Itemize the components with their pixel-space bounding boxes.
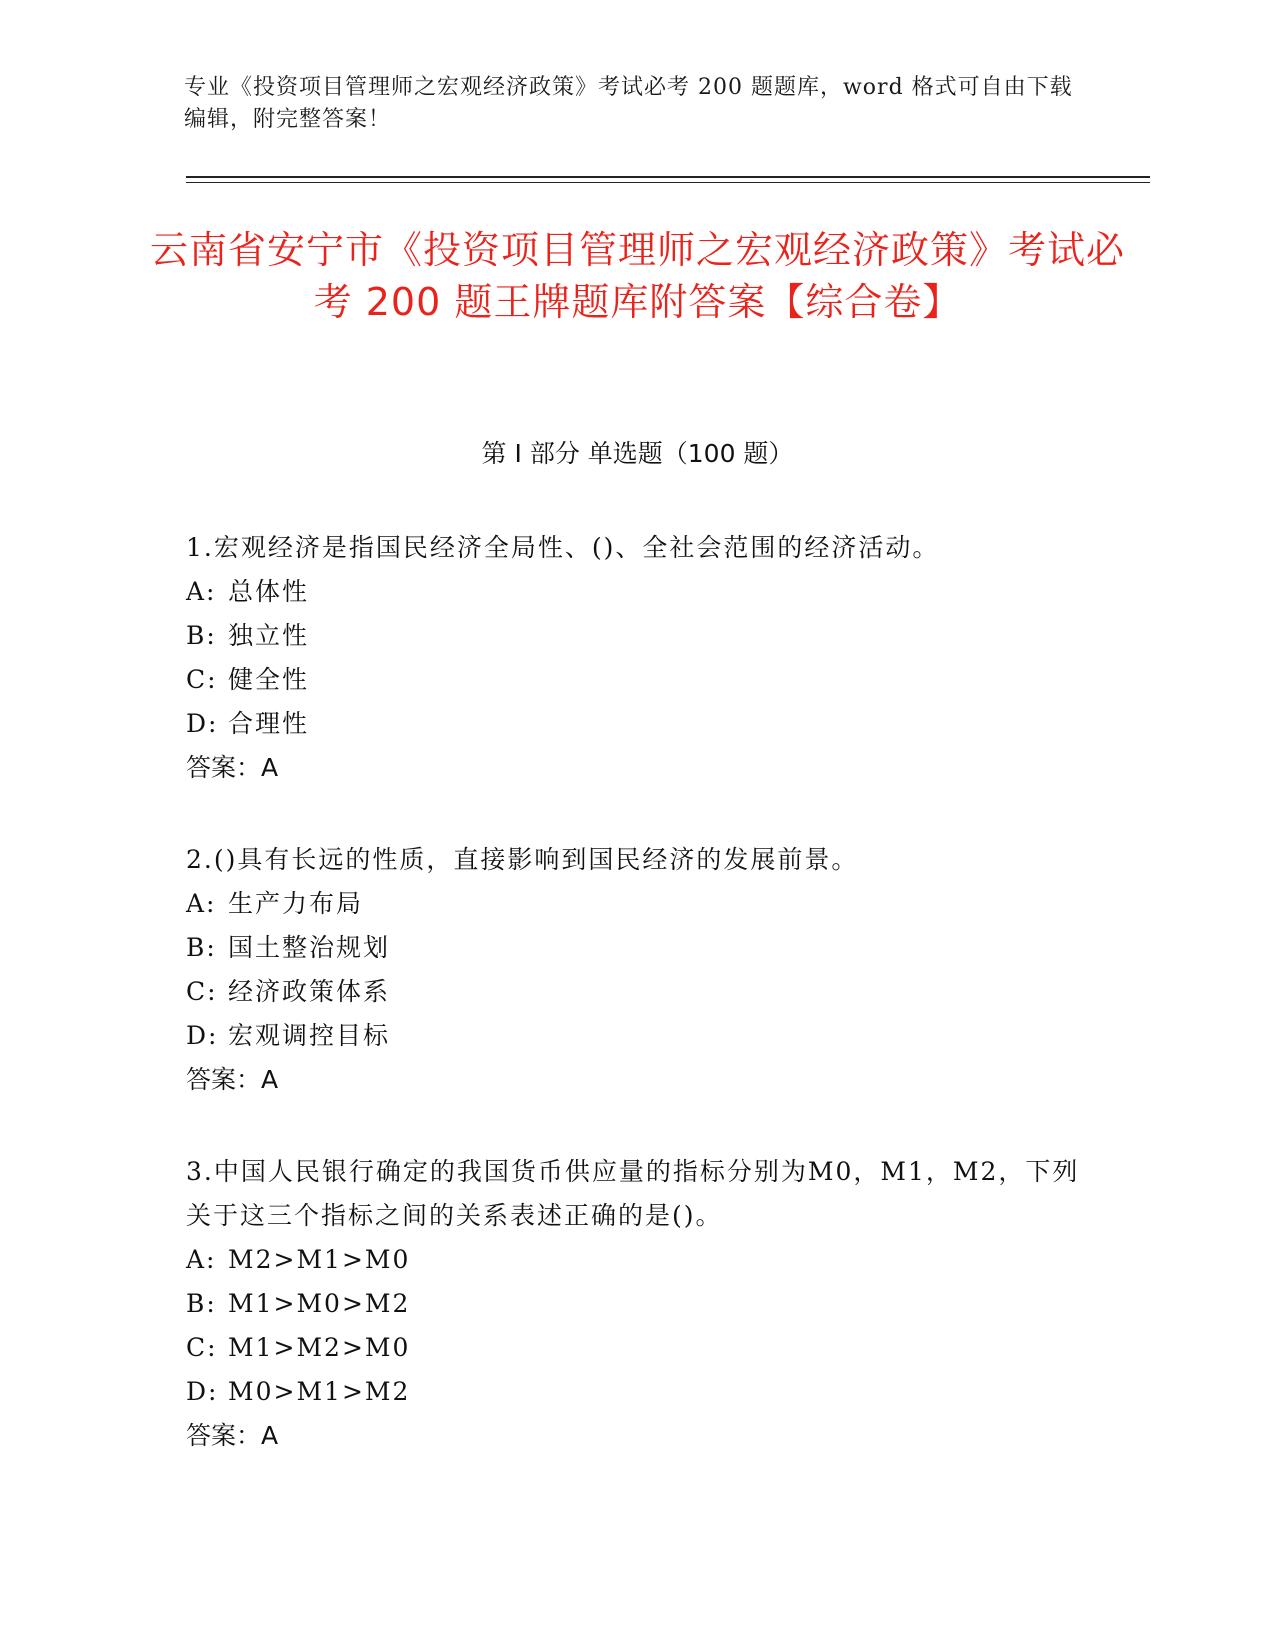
question-1	[186, 526, 1086, 790]
section-heading: 第 I 部分 单选题（100 题）	[481, 439, 794, 468]
option-b	[186, 614, 1086, 658]
option-a	[186, 882, 1086, 926]
question-stem: 3.中国人民银行确定的我国货币供应量的指标分别为M0，M1，M2，下列关于这三个指标之间的关系表述正确的是()。	[186, 1157, 1080, 1230]
option-d	[186, 1014, 1086, 1058]
question-stem: 1.宏观经济是指国民经济全局性、()、全社会范围的经济活动。	[186, 533, 940, 562]
option-d	[186, 1370, 1086, 1414]
option-c	[186, 1326, 1086, 1370]
option-text: 经济政策体系	[228, 977, 391, 1006]
question-3	[186, 1150, 1086, 1458]
option-a	[186, 570, 1086, 614]
option-letter: C:	[186, 977, 218, 1006]
option-letter: D:	[186, 709, 219, 738]
header-divider-thin	[186, 182, 1150, 183]
option-text: 独立性	[228, 621, 310, 650]
option-letter: C:	[186, 665, 218, 694]
question-list	[186, 526, 1086, 1506]
option-b	[186, 926, 1086, 970]
option-text: M0>M1>M2	[228, 1377, 411, 1406]
option-letter: B:	[186, 1289, 217, 1318]
document-title: 云南省安宁市《投资项目管理师之宏观经济政策》考试必考 200 题王牌题库附答案【综合卷】	[150, 228, 1126, 324]
option-letter: A:	[186, 889, 217, 918]
option-c	[186, 658, 1086, 702]
option-text: 生产力布局	[228, 889, 364, 918]
option-c	[186, 970, 1086, 1014]
option-letter: A:	[186, 1245, 217, 1274]
option-b	[186, 1282, 1086, 1326]
option-letter: A:	[186, 577, 217, 606]
question-2	[186, 838, 1086, 1102]
option-text: M1>M0>M2	[228, 1289, 411, 1318]
header-note: 专业《投资项目管理师之宏观经济政策》考试必考 200 题题库，word 格式可自由下载编辑，附完整答案！	[184, 75, 1073, 132]
option-text: M2>M1>M0	[228, 1245, 411, 1274]
option-letter: D:	[186, 1377, 219, 1406]
answer-line: 答案：A	[186, 753, 279, 782]
option-letter: B:	[186, 621, 217, 650]
option-d	[186, 702, 1086, 746]
option-letter: B:	[186, 933, 217, 962]
option-a	[186, 1238, 1086, 1282]
option-text: 合理性	[228, 709, 310, 738]
option-text: 健全性	[228, 665, 310, 694]
option-text: 总体性	[228, 577, 310, 606]
answer-line: 答案：A	[186, 1421, 279, 1450]
answer-line: 答案：A	[186, 1065, 279, 1094]
header-divider-thick	[186, 176, 1150, 178]
option-text: 宏观调控目标	[228, 1021, 391, 1050]
option-text: M1>M2>M0	[228, 1333, 411, 1362]
question-stem: 2.()具有长远的性质，直接影响到国民经济的发展前景。	[186, 845, 859, 874]
option-letter: D:	[186, 1021, 219, 1050]
option-letter: C:	[186, 1333, 218, 1362]
option-text: 国土整治规划	[228, 933, 391, 962]
